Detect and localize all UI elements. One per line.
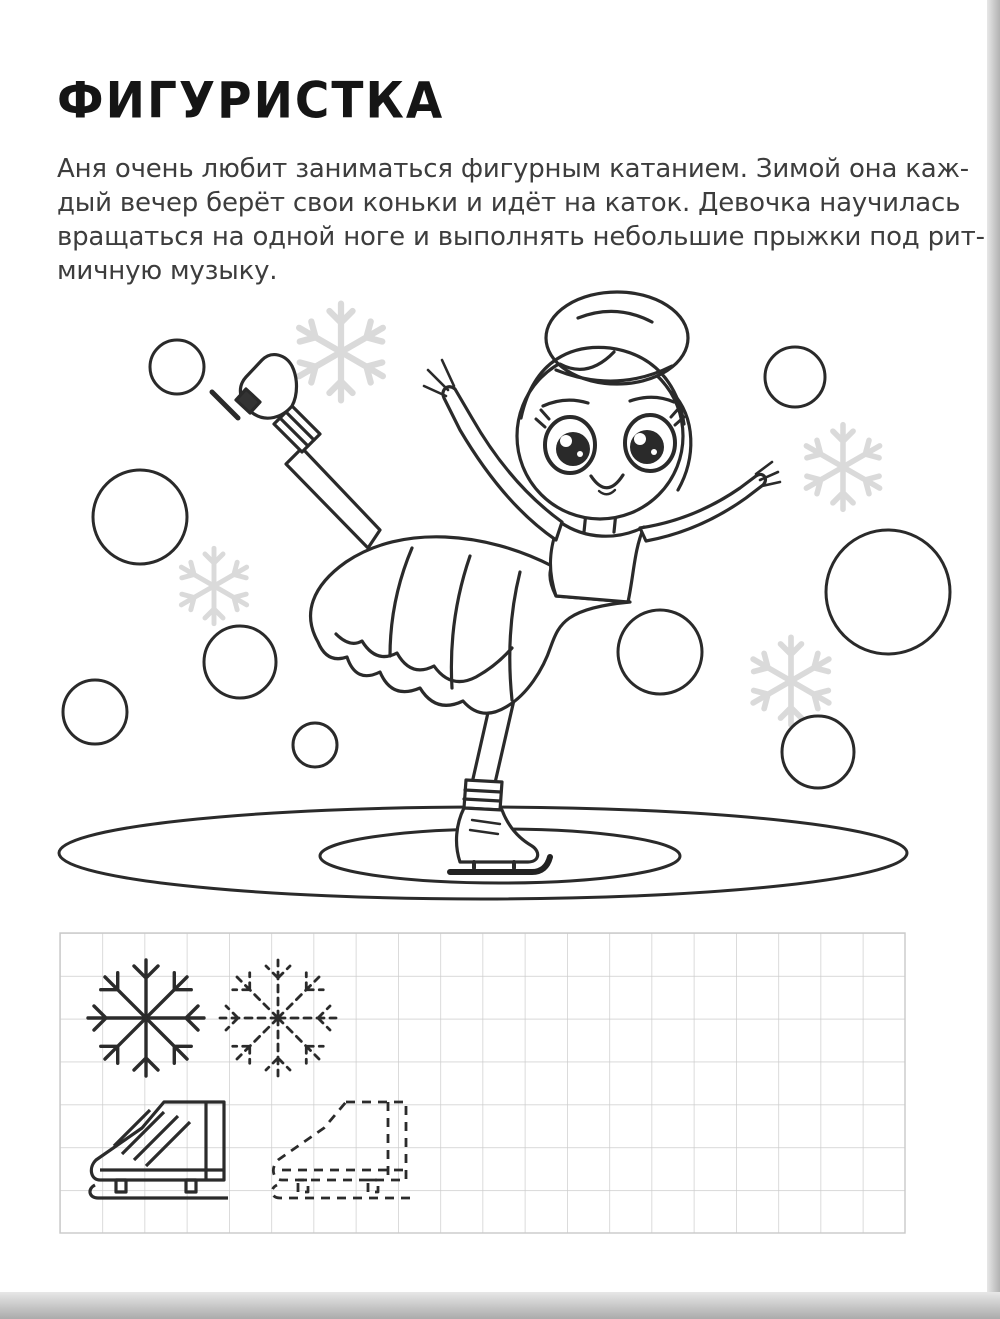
snowflake-icon [293,304,388,401]
page-edge-bottom [0,1292,1000,1319]
story-line: Аня очень любит заниматься фигурным катанием. Зимой она каж- [57,154,969,184]
page-title: ФИГУРИСТКА [57,72,445,131]
bubble-circle [204,626,276,698]
bubble-circle [150,340,204,394]
snowflake-dashed-trace [220,960,336,1076]
snowflake-solid-sample [88,960,204,1076]
story-line: мичную музыку. [57,256,278,286]
head [517,292,691,519]
bubble-circle [93,470,187,564]
bubble-circle [293,723,337,767]
figure-skater [212,292,780,872]
bubble-circle [63,680,127,744]
bubble-circle [618,610,702,694]
bubble-circle [782,716,854,788]
practice-grid [60,933,905,1233]
page-edge-right [987,0,1000,1319]
snowflake-icon [177,548,251,623]
standing-ice-skate [450,780,550,872]
story-line: дый вечер берёт свои коньки и идёт на каток. Девочка научилась [57,188,961,218]
sock-cuff [464,780,502,810]
extended-leg [286,448,380,548]
bodice [550,522,644,602]
bubble-circle [826,530,950,654]
bubble-circle [765,347,825,407]
raised-ice-skate [212,355,320,452]
skate-blade [212,392,238,418]
snowflake-icon [801,425,884,510]
snowflake-icon [748,637,834,724]
story-line: вращаться на одной ноге и выполнять небольшие прыжки под рит- [57,222,985,252]
